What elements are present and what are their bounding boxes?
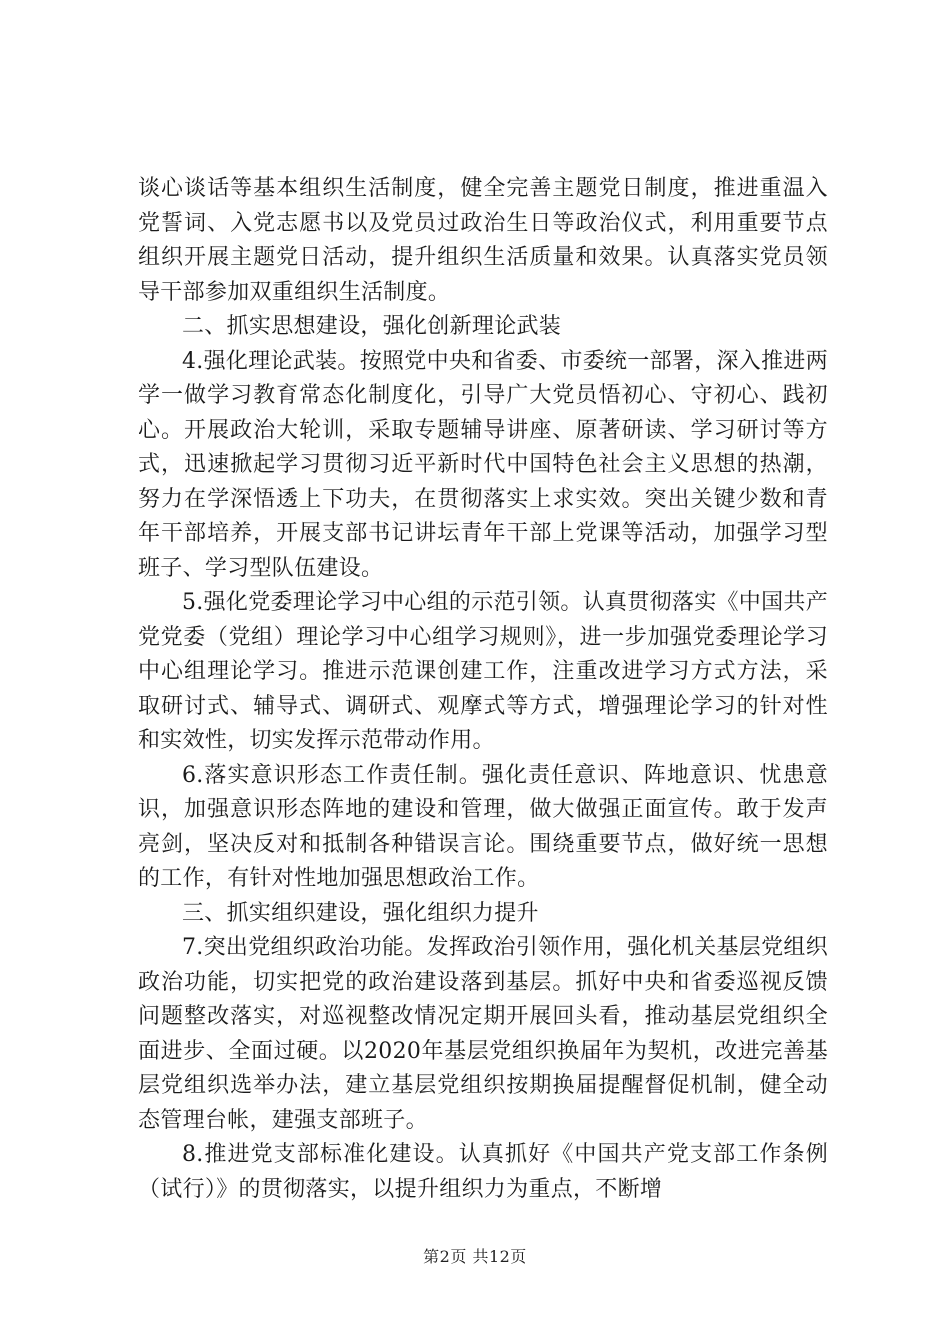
section-heading-2: 二、抓实思想建设，强化创新理论武装 <box>182 314 562 339</box>
paragraph-item-5: 5.强化党委理论学习中心组的示范引领。认真贯彻落实《中国共产党党委（党组）理论学习中心组学习规则》，进一步加强党委理论学习中心组理论学习。推进示范课创建工作，注重改进学习方式方法，采取研讨式、辅导式、调研式、观摩式等方式，增强理论学习的针对性和实效性，切实发挥示范带动作用。 <box>138 590 828 753</box>
document-body <box>138 172 828 1207</box>
paragraph-item-8: 8.推进党支部标准化建设。认真抓好《中国共产党支部工作条例（试行）》的贯彻落实，以提升组织力为重点，不断增 <box>138 1142 828 1202</box>
paragraph-item-7: 7.突出党组织政治功能。发挥政治引领作用，强化机关基层党组织政治功能，切实把党的政治建设落到基层。抓好中央和省委巡视反馈问题整改落实，对巡视整改情况定期开展回头看，推动基层党组织全面进步、全面过硬。以2020年基层党组织换届年为契机，改进完善基层党组织选举办法，建立基层党组织按期换届提醒督促机制，健全动态管理台帐，建强支部班子。 <box>138 935 828 1133</box>
paragraph-item-6: 6.落实意识形态工作责任制。强化责任意识、阵地意识、忧患意识，加强意识形态阵地的建设和管理，做大做强正面宣传。敢于发声亮剑，坚决反对和抵制各种错误言论。围绕重要节点，做好统一思想的工作，有针对性地加强思想政治工作。 <box>138 762 828 891</box>
paragraph-continuation: 谈心谈话等基本组织生活制度，健全完善主题党日制度，推进重温入党誓词、入党志愿书以及党员过政治生日等政治仪式，利用重要节点组织开展主题党日活动，提升组织生活质量和效果。认真落实党员领导干部参加双重组织生活制度。 <box>138 176 828 305</box>
section-heading-3: 三、抓实组织建设，强化组织力提升 <box>182 900 539 926</box>
page-number-footer: 第2页 共12页 <box>423 1247 527 1266</box>
paragraph-item-4: 4.强化理论武装。按照党中央和省委、市委统一部署，深入推进两学一做学习教育常态化制度化，引导广大党员悟初心、守初心、践初心。开展政治大轮训，采取专题辅导讲座、原著研读、学习研讨等方式，迅速掀起学习贯彻习近平新时代中国特色社会主义思想的热潮，努力在学深悟透上下功夫，在贯彻落实上求实效。突出关键少数和青年干部培养，开展支部书记讲坛青年干部上党课等活动，加强学习型班子、学习型队伍建设。 <box>138 348 828 581</box>
